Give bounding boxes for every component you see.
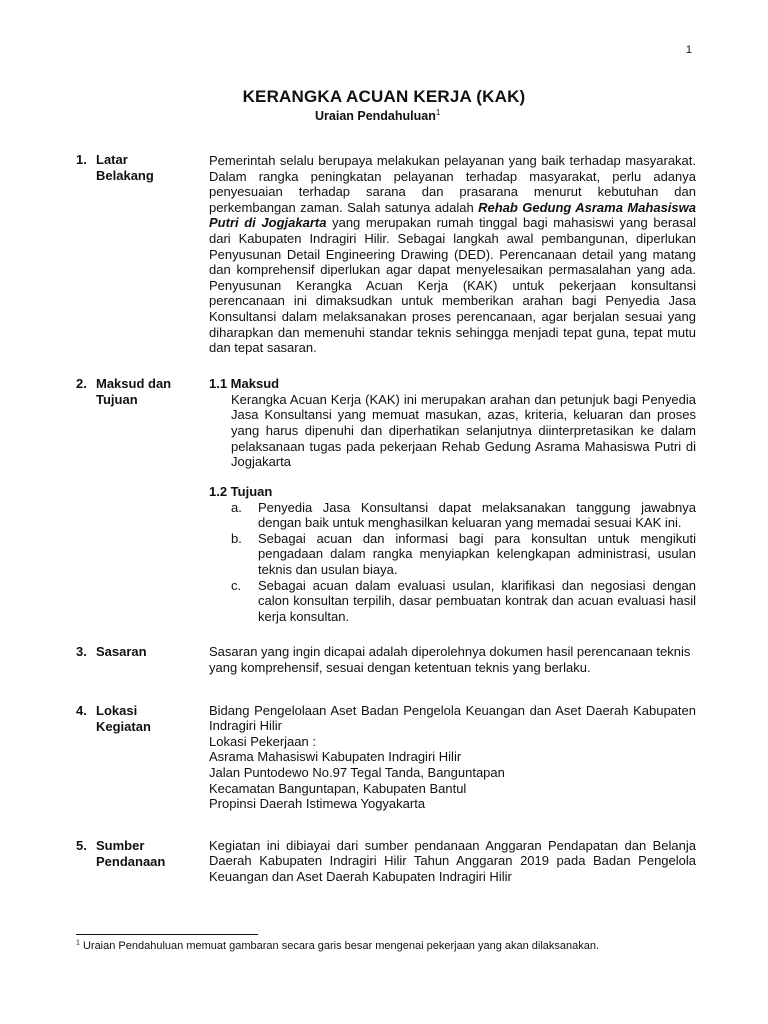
subtitle-text: Uraian Pendahuluan (315, 109, 436, 123)
footnote-divider (76, 934, 258, 935)
section-lokasi-kegiatan (76, 703, 696, 812)
section-maksud-tujuan (76, 376, 696, 625)
section-title-line: Latar (96, 152, 128, 167)
address-line: Lokasi Pekerjaan : (209, 733, 316, 749)
section-number: 4. (76, 702, 87, 718)
body-text: Bidang Pengelolaan Aset Badan Pengelola Keuangan dan Aset Daerah Kabupaten Indragiri Hilir (209, 702, 696, 734)
section-title-line: Kegiatan (96, 718, 151, 734)
list-item (231, 578, 696, 625)
list-marker: a. (231, 499, 242, 515)
list-item-text: Sebagai acuan dalam evaluasi usulan, klarifikasi dan negosiasi dengan calon konsultan terpilih, dasar pembuatan kontrak dan acuan evaluasi hasil kerja konsultan. (258, 577, 696, 624)
document-title: KERANGKA ACUAN KERJA (KAK) (242, 87, 526, 106)
section-number: 2. (76, 375, 87, 391)
section-title-line: Sasaran (96, 644, 147, 660)
address-line: Jalan Puntodewo No.97 Tegal Tanda, Banguntapan (209, 765, 505, 780)
section-latar-belakang (76, 152, 696, 356)
tujuan-list (231, 500, 696, 625)
section-sumber-pendanaan (76, 838, 696, 885)
footnote-marker: 1 (76, 939, 80, 947)
project-name-emphasis: Rehab Gedung Asrama Mahasiswa Putri di Jogjakarta (209, 199, 696, 231)
subsection-text-maksud: Kerangka Acuan Kerja (KAK) ini merupakan arahan dan petunjuk bagi Penyedia Jasa Konsultansi yang memuat masukan, azas, kriteria, keluaran dan proses yang harus dipenuhi dan diperhatikan selanjutnya diinterpretasikan ke dalam pelaksanaan tugas pada pekerjaan Rehab Gedung Asrama Mahasiswa Putri di Jogjakarta (231, 391, 696, 470)
footnote-reference[interactable]: 1 (435, 107, 441, 117)
document-subtitle (315, 109, 440, 123)
section-body (209, 376, 696, 625)
section-body: Kegiatan ini dibiayai dari sumber pendanaan Anggaran Pendapatan dan Belanja Daerah Kabupaten Indragiri Hilir Tahun Anggaran 2019 pada Badan Pengelola Keuangan dan Aset Daerah Kabupaten Indragiri Hilir (209, 837, 696, 884)
section-title (96, 838, 209, 885)
list-marker: c. (231, 577, 242, 593)
address-line: Propinsi Daerah Istimewa Yogyakarta (209, 796, 426, 812)
section-title-line: Pendanaan (96, 853, 166, 869)
section-title-line: Sumber (96, 837, 145, 853)
footnote (76, 940, 599, 952)
subsection-heading-tujuan: 1.2 Tujuan (209, 483, 273, 499)
address-line: Asrama Mahasiswi Kabupaten Indragiri Hilir (209, 749, 462, 765)
address-block (209, 734, 696, 812)
section-title-line: Maksud dan (96, 375, 172, 391)
section-body (209, 703, 696, 812)
address-line: Kecamatan Banguntapan, Kabupaten Bantul (209, 780, 467, 796)
section-number: 5. (76, 837, 87, 853)
body-text: yang merupakan rumah tinggal bagi mahasiswi yang berasal dari Kabupaten Indragiri Hilir. Sebagai langkah awal pembangunan, diperlukan Penyusunan Detail Engineering Drawing (DED). Perencanaan detail yang matang dan komprehensif diperlukan agar dapat menyelesaikan permasalahan yang ada. Penyusunan Kerangka Acuan Kerja (KAK) untuk pekerjaan konsultansi perencanaan ini dimaksudkan untuk memberikan arahan bagi Penyedia Jasa Konsultansi dalam melaksanakan proses perencanaan, agar berjalan sesuai yang diharapkan dan memenuhi standar teknis sehingga menjadi tepat guna, tepat mutu dan tepat sasaran. (209, 215, 696, 356)
section-number: 3. (76, 644, 87, 660)
sections (76, 152, 696, 903)
section-title (96, 703, 209, 812)
section-number: 1. (76, 152, 87, 167)
body-text: Pemerintah selalu berupaya melakukan pelayanan yang baik terhadap masyarakat. Dalam rangka peningkatan pelayanan terhadap masyarakat, perlu adanya penyesuaian terhadap sarana dan prasarana menurut kebutuhan dan perkembangan zaman. Salah satunya adalah (209, 153, 696, 215)
section-title (96, 376, 209, 625)
list-item (231, 500, 696, 531)
section-title-line: Tujuan (96, 391, 138, 407)
section-sasaran (76, 644, 696, 675)
section-title-line: Belakang (96, 168, 154, 183)
list-item-text: Sebagai acuan dan informasi bagi para konsultan untuk mengikuti pengadaan dalam rangka menyiapkan kelengkapan administrasi, usulan teknis dan usulan biaya. (258, 530, 696, 578)
section-body: Sasaran yang ingin dicapai adalah diperolehnya dokumen hasil perencanaan teknis yang komprehensif, sesuai dengan ketentuan teknis yang berlaku. (209, 644, 691, 676)
page-number: 1 (685, 44, 692, 56)
section-body (209, 152, 696, 356)
footnote-text: Uraian Pendahuluan memuat gambaran secara garis besar mengenai pekerjaan yang akan dilaksanakan. (79, 940, 600, 952)
section-title (96, 152, 209, 356)
section-title-line: Lokasi (96, 702, 138, 718)
list-item-text: Penyedia Jasa Konsultansi dapat melaksanakan tanggung jawabnya dengan baik untuk menghasilkan keluaran yang memadai sesuai KAK ini. (258, 499, 696, 531)
section-title (96, 644, 209, 675)
subsection-heading-maksud: 1.1 Maksud (209, 375, 280, 391)
list-marker: b. (231, 530, 242, 546)
list-item (231, 531, 696, 578)
